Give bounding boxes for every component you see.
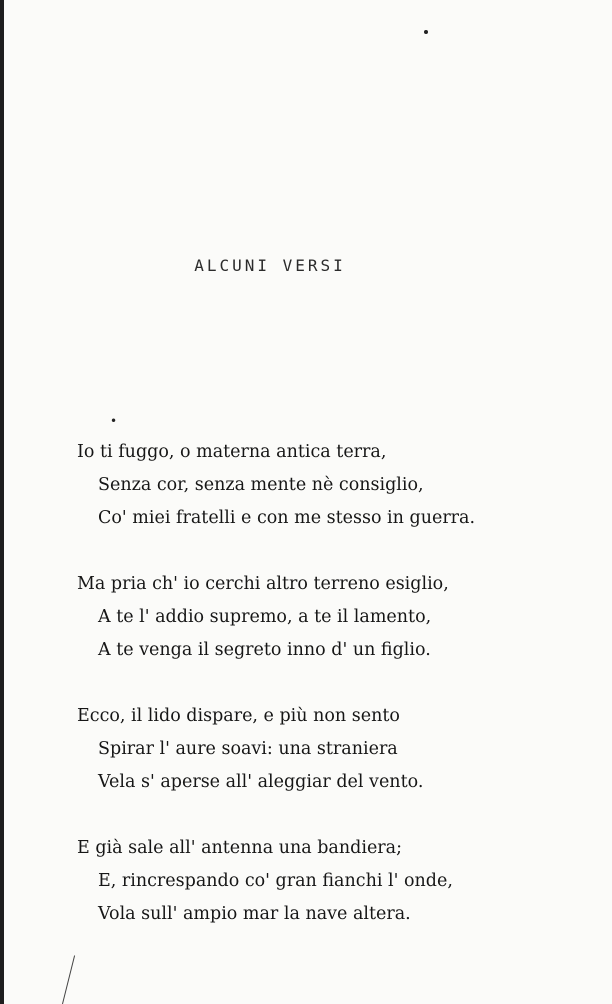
ink-mark: • <box>110 414 118 428</box>
ink-dot <box>424 30 428 34</box>
verse-line: E già sale all' antenna una bandiera; <box>77 838 402 858</box>
verse-line: Spirar l' aure soavi: una straniera <box>98 739 398 759</box>
verse-line: Vela s' aperse all' aleggiar del vento. <box>98 772 424 792</box>
verse-line: Senza cor, senza mente nè consiglio, <box>98 475 424 495</box>
stanza-3 <box>0 700 612 799</box>
verse-line: Ma pria ch' io cerchi altro terreno esiglio, <box>77 574 449 594</box>
stanza-4 <box>0 832 612 931</box>
verse-line: E, rincrespando co' gran fianchi l' onde, <box>98 871 453 891</box>
verse-line: Vola sull' ampio mar la nave altera. <box>98 904 411 924</box>
stanza-1 <box>0 436 612 535</box>
verse-line: A te l' addio supremo, a te il lamento, <box>98 607 432 627</box>
poem <box>0 436 612 964</box>
verse-line: Ecco, il lido dispare, e più non sento <box>77 706 400 726</box>
page-title: ALCUNI VERSI <box>194 256 346 275</box>
verse-line: A te venga il segreto inno d' un figlio. <box>98 640 431 660</box>
stanza-2 <box>0 568 612 667</box>
verse-line: Io ti fuggo, o materna antica terra, <box>77 442 387 462</box>
verse-line: Co' miei fratelli e con me stesso in guerra. <box>98 508 476 528</box>
